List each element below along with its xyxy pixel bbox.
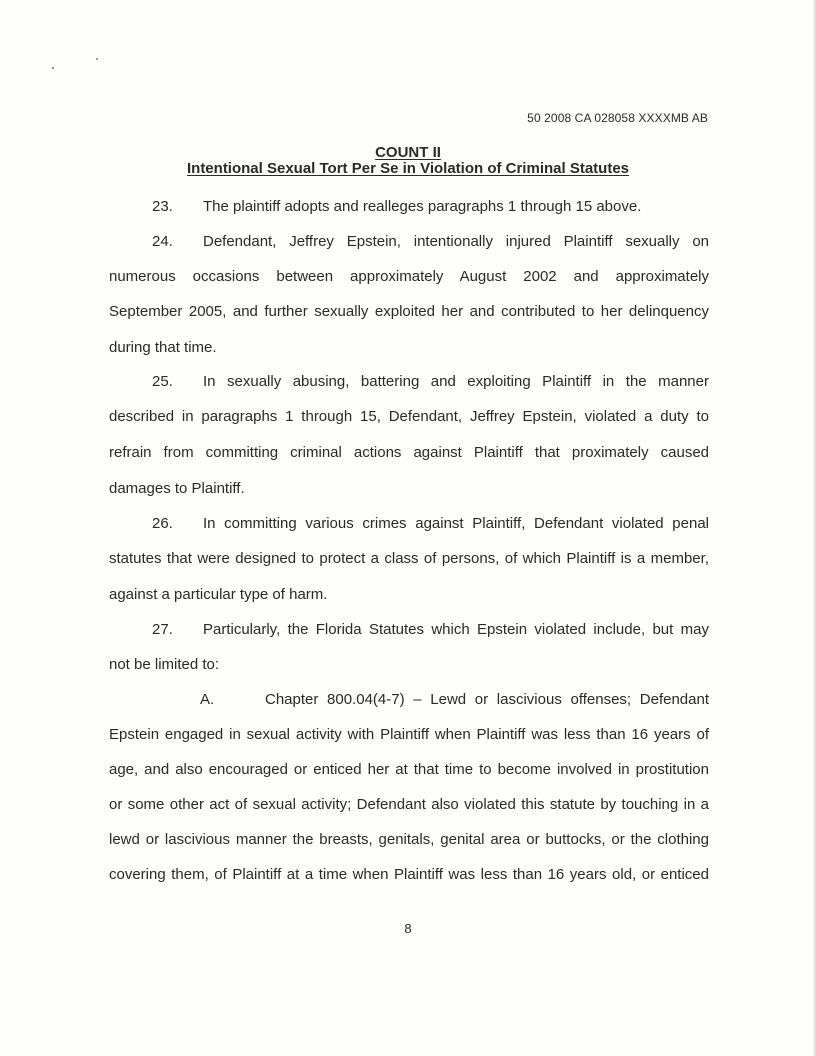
paragraph-number: 27. [152, 621, 173, 638]
paragraph-24-line: September 2005, and further sexually exploited her and contributed to her delinquency [109, 303, 709, 320]
subparagraph-letter: A. [200, 691, 215, 708]
paragraph-number: 26. [152, 515, 173, 532]
paragraph-text: In sexually abusing, battering and exploiting Plaintiff in the manner [203, 373, 709, 390]
paragraph-text: Particularly, the Florida Statutes which Epstein violated include, but may [203, 621, 709, 638]
paragraph-26-line: statutes that were designed to protect a class of persons, of which Plaintiff is a member, [109, 550, 709, 567]
paragraph-text: The plaintiff adopts and realleges paragraphs 1 through 15 above. [203, 198, 642, 215]
case-number: 50 2008 CA 028058 XXXXMB AB [527, 111, 708, 125]
count-title: Intentional Sexual Tort Per Se in Violation of Criminal Statutes [186, 160, 630, 177]
paragraph-23 [109, 198, 709, 215]
paragraph-27-line [109, 621, 709, 638]
paragraph-number: 25. [152, 373, 173, 390]
paragraph-text: In committing various crimes against Plaintiff, Defendant violated penal [203, 515, 709, 532]
paragraph-25-line [109, 373, 709, 390]
subparagraph-a-line: or some other act of sexual activity; Defendant also violated this statute by touching in a [109, 796, 709, 813]
scan-speck [96, 58, 98, 60]
paragraph-text: Defendant, Jeffrey Epstein, intentionally injured Plaintiff sexually on [203, 233, 709, 250]
paragraph-26-line [109, 515, 709, 532]
paragraph-25-line: described in paragraphs 1 through 15, Defendant, Jeffrey Epstein, violated a duty to [109, 408, 709, 425]
subparagraph-a-line: Epstein engaged in sexual activity with Plaintiff when Plaintiff was less than 16 years of [109, 726, 709, 743]
subparagraph-a-line: covering them, of Plaintiff at a time when Plaintiff was less than 16 years old, or enticed [109, 866, 709, 883]
paragraph-27-line: not be limited to: [109, 656, 220, 673]
paragraph-25-line: damages to Plaintiff. [109, 480, 245, 497]
paragraph-26-line: against a particular type of harm. [109, 586, 328, 603]
subparagraph-a-line: lewd or lascivious manner the breasts, genitals, genital area or buttocks, or the clothing [109, 831, 709, 848]
subparagraph-text: Chapter 800.04(4-7) – Lewd or lascivious offenses; Defendant [265, 691, 709, 708]
subparagraph-a-line: age, and also encouraged or enticed her at that time to become involved in prostitution [109, 761, 709, 778]
scan-speck [52, 67, 54, 69]
paragraph-24-line: during that time. [109, 339, 217, 356]
count-heading: COUNT II [375, 144, 441, 161]
paragraph-24-line [109, 233, 709, 250]
paragraph-24-line: numerous occasions between approximately August 2002 and approximately [109, 268, 709, 285]
paragraph-number: 24. [152, 233, 173, 250]
subparagraph-a-line [109, 691, 709, 708]
paragraph-25-line: refrain from committing criminal actions against Plaintiff that proximately caused [109, 444, 709, 461]
page-number: 8 [404, 921, 412, 936]
paragraph-number: 23. [152, 198, 173, 215]
